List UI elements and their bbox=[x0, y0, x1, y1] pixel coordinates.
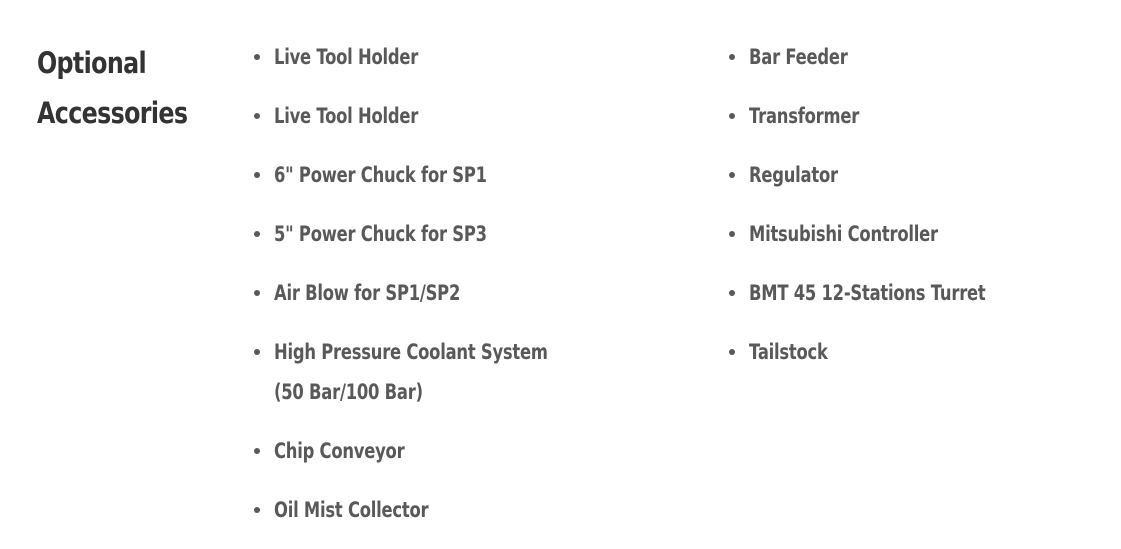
heading-line-2: Accessories bbox=[37, 96, 188, 130]
list-item bbox=[254, 490, 674, 530]
list-item bbox=[729, 332, 1109, 372]
bullet-dot-icon bbox=[254, 507, 260, 513]
list-item-label: Chip Conveyor bbox=[274, 439, 405, 463]
list-item-label: Live Tool Holder bbox=[274, 45, 419, 69]
list-item bbox=[254, 155, 674, 195]
bullet-dot-icon bbox=[729, 290, 735, 296]
bullet-dot-icon bbox=[254, 54, 260, 60]
list-item bbox=[254, 273, 674, 313]
list-item bbox=[254, 96, 674, 136]
list-item-label-line-2: (50 Bar/100 Bar) bbox=[274, 380, 423, 404]
list-item bbox=[729, 37, 1109, 77]
bullet-dot-icon bbox=[254, 113, 260, 119]
list-item-label: Regulator bbox=[749, 163, 838, 187]
list-item-label: 5" Power Chuck for SP3 bbox=[274, 222, 487, 246]
list-item-label: Air Blow for SP1/SP2 bbox=[274, 281, 461, 305]
list-item bbox=[254, 37, 674, 77]
bullet-dot-icon bbox=[254, 172, 260, 178]
bullet-dot-icon bbox=[729, 54, 735, 60]
list-item bbox=[254, 214, 674, 254]
bullet-dot-icon bbox=[254, 231, 260, 237]
bullet-dot-icon bbox=[254, 349, 260, 355]
list-item bbox=[729, 214, 1109, 254]
list-item-label: 6" Power Chuck for SP1 bbox=[274, 163, 487, 187]
bullet-dot-icon bbox=[254, 290, 260, 296]
list-item bbox=[729, 273, 1109, 313]
list-item bbox=[729, 96, 1109, 136]
list-item bbox=[254, 431, 674, 471]
bullet-dot-icon bbox=[729, 172, 735, 178]
bullet-dot-icon bbox=[729, 231, 735, 237]
list-item-label: Bar Feeder bbox=[749, 45, 848, 69]
bullet-dot-icon bbox=[729, 113, 735, 119]
section-heading bbox=[37, 38, 193, 138]
list-item-label: Mitsubishi Controller bbox=[749, 222, 938, 246]
list-item bbox=[254, 332, 674, 412]
list-item-label-wrapped bbox=[274, 332, 586, 412]
heading-line-1: Optional bbox=[37, 46, 146, 80]
accessories-list-left bbox=[254, 37, 674, 549]
list-item bbox=[729, 155, 1109, 195]
list-item-label: Transformer bbox=[749, 104, 860, 128]
list-item-label-line-1: High Pressure Coolant System bbox=[274, 340, 548, 364]
list-item-label: Tailstock bbox=[749, 340, 828, 364]
list-item-label: Oil Mist Collector bbox=[274, 498, 429, 522]
accessories-list-right bbox=[729, 37, 1109, 391]
bullet-dot-icon bbox=[729, 349, 735, 355]
list-item-label: Live Tool Holder bbox=[274, 104, 419, 128]
bullet-dot-icon bbox=[254, 448, 260, 454]
list-item-label: BMT 45 12-Stations Turret bbox=[749, 281, 986, 305]
